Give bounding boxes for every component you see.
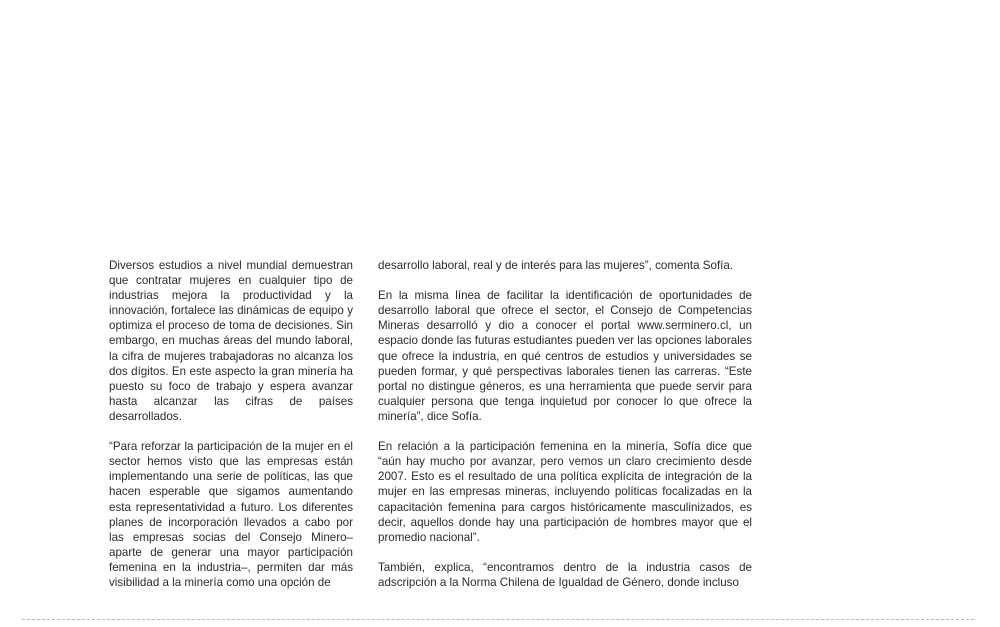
paragraph: “Para reforzar la participación de la mujer en el sector hemos visto que las empresas están implementando una serie de políticas, las que hacen esperable que sigamos aumentando esta representatividad a futuro. Los diferentes planes de incorporación llevados a cabo por las empresas socias del Consejo Minero–aparte de generar una mayor participación femenina en la industria–, permiten dar más visibilidad a la minería como una opción de (109, 440, 353, 589)
article-right-column (378, 258, 752, 590)
article-left-column (109, 258, 353, 590)
footer-dashed-divider (22, 619, 974, 620)
paragraph: En la misma línea de facilitar la identificación de oportunidades de desarrollo laboral que ofrece el sector, el Consejo de Competencias Mineras desarrolló y dio a conocer el portal www.serminero.cl, un espacio donde las futuras estudiantes pueden ver las opciones laborales que ofrece la industria, en qué centros de estudios y universidades se pueden formar, y qué perspectivas laborales tienen las carreras. “Este portal no distingue géneros, es una herramienta que puede servir para cualquier persona que tenga inquietud por conocer lo que ofrece la minería”, dice Sofía. (378, 289, 752, 423)
paragraph: Diversos estudios a nivel mundial demuestran que contratar mujeres en cualquier tipo de industrias mejora la productividad y la innovación, fortalece las dinámicas de equipo y optimiza el proceso de toma de decisiones. Sin embargo, en muchas áreas del mundo laboral, la cifra de mujeres trabajadoras no alcanza los dos dígitos. En este aspecto la gran minería ha puesto su foco de trabajo y espera avanzar hasta alcanzar las cifras de países desarrollados. (109, 259, 353, 423)
paragraph: También, explica, “encontramos dentro de la industria casos de adscripción a la Norma Chilena de Igualdad de Género, donde incluso (378, 560, 752, 589)
paragraph: En relación a la participación femenina en la minería, Sofía dice que “aún hay mucho por avanzar, pero vemos un claro crecimiento desde 2007. Esto es el resultado de una política explícita de integración de la mujer en las empresas mineras, incluyendo políticas focalizadas en la capacitación femenina para cargos históricamente masculinizados, es decir, aquellos donde hay una participación de hombres mayor que el promedio nacional”. (378, 440, 752, 544)
paragraph: desarrollo laboral, real y de interés para las mujeres”, comenta Sofía. (378, 259, 734, 272)
